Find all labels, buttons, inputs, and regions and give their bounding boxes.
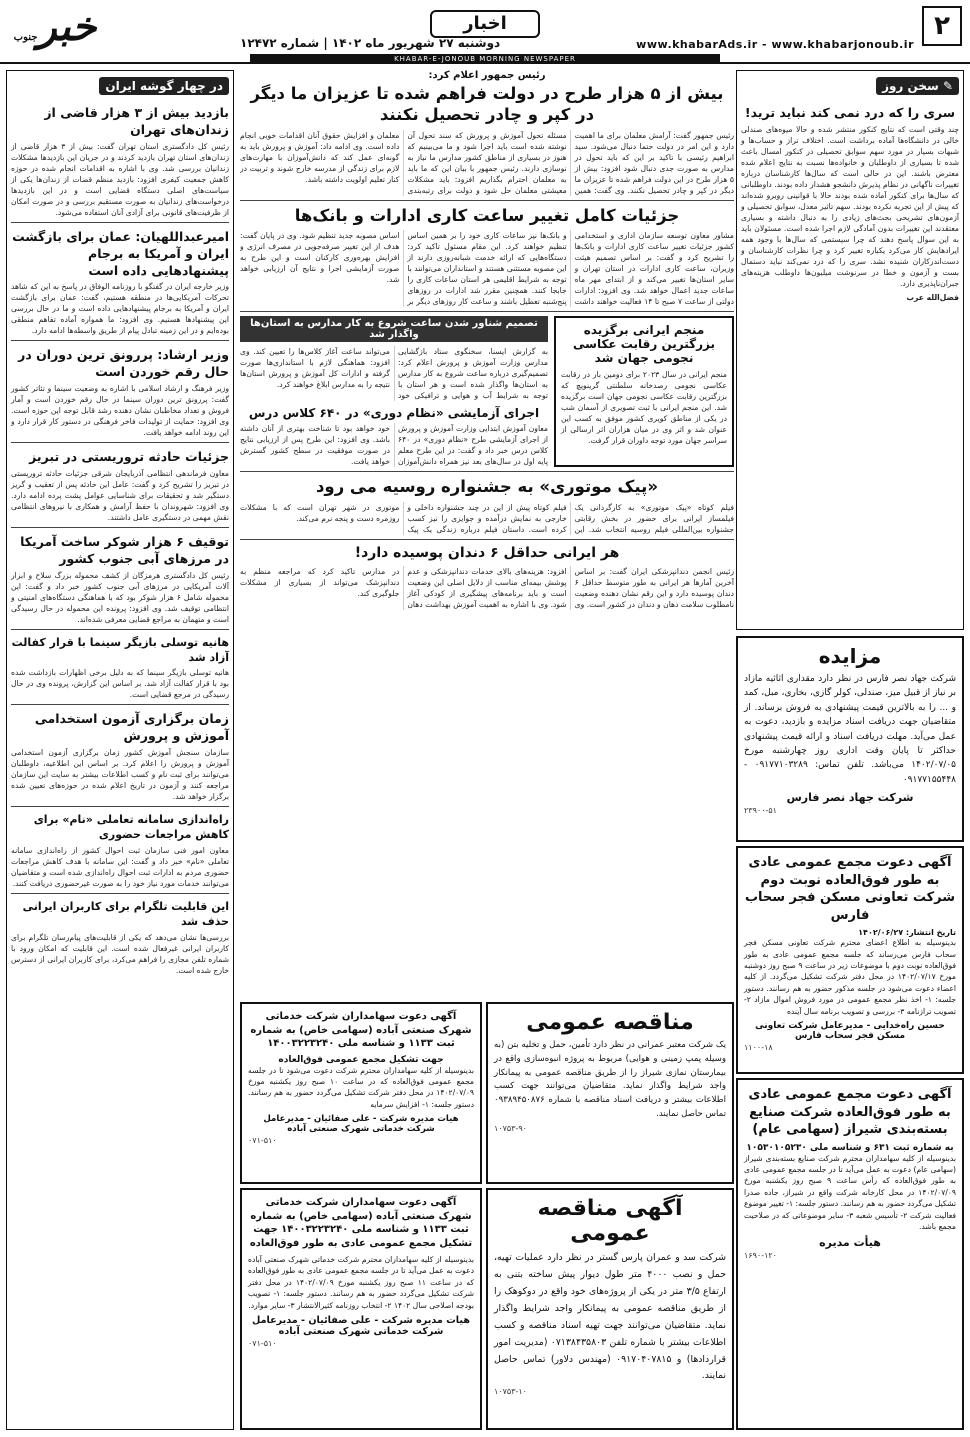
story-headline: جزئیات کامل تغییر ساعت کاری ادارات و بانک‌ها	[294, 205, 680, 225]
ad-code: ۰۷۱-۵۱۰	[248, 1136, 277, 1146]
divider	[11, 893, 229, 894]
editorial-label	[876, 77, 959, 95]
story-body: فیلم کوتاه «پیک موتوری» به کارگردانی یک فیلمساز ایرانی برای حضور در بخش رقابتی جشنواره بین‌المللی فیلم روسیه انتخاب شد. این فیلم کوتاه پیش از این در چند جشنواره داخلی و خارجی به نمایش درآمده و جوایزی را نیز کسب کرده است. داستان فیلم درباره زندگی یک پیک موتوری در شهر تهران است که با مشکلات روزمره دست و پنجه نرم می‌کند.	[240, 502, 734, 534]
editorial-author: فضل‌الله عرب	[906, 292, 959, 302]
divider	[240, 539, 734, 540]
story-headline: «پیک موتوری» به جشنواره روسیه می رود	[315, 477, 659, 497]
lead-body: رئیس جمهور گفت: آرامش معلمان برای ما اهمیت دارد و این امر در دولت حتما دنبال می‌شود. سید ابراهیم رئیسی با تاکید بر این که باید تحول در مدارس به صورت جدی دنبال شود افزود: بیش از ۵ هزار طرح در این دولت فراهم شده تا عزیزان ما دیگر در کپر و چادر تحصیل نکنند. وی گفت: همین مسئله تحول آموزش و پرورش که سند تحول آن نوشته شده است باید اجرا شود و ما می‌بینیم که هنوز در بسیاری از مناطق کشور مدارس ما نیاز به نوسازی دارند. رئیس جمهور با بیان این که ما باید به معلمان احترام بگذاریم افزود: باید مشکلات معیشتی معلمان حل شود و دولت برای رتبه‌بندی معلمان و افزایش حقوق آنان اقدامات خوبی انجام داده است. وی ادامه داد: آموزش و پرورش باید به گونه‌ای عمل کند که دانش‌آموزان با مهارت‌های لازم برای زندگی از مدرسه خارج شوند و تربیت در کنار تعلیم اولویت داشته باشد.	[240, 130, 734, 195]
story-stack	[240, 316, 548, 467]
ad-body: بدینوسیله به اطلاع اعضای محترم شرکت تعاونی مسکن فجر سحاب فارس می‌رساند که جلسه مجمع عمومی عادی به طور فوق‌العاده نوبت دوم با موضوعات زیر در ساعت ۹ صبح روز دوشنبه مورخ ۱۴۰۲/۰۷/۱۷ در محل دفتر شرکت تشکیل می‌گردد. از کلیه اعضاء دعوت می‌شود در جلسه مذکور حضور به هم رسانند. دستور جلسه: ۱- اخذ نظر مجمع عمومی در مورد فروش اموال مازاد ۲- تصویب ترازنامه ۳- بررسی و تصویب برنامه سال آینده	[744, 938, 956, 1016]
brief-headline: امیرعبداللهیان: عمان برای بازگشت ایران و آمریکا به برجام پیشنهادهایی داده است	[12, 228, 229, 278]
story-row	[240, 316, 734, 467]
shareholder-notice-ad	[240, 1188, 482, 1430]
story-body: رئیس انجمن دندانپزشکی ایران گفت: بر اساس آخرین آمارها هر ایرانی به طور متوسط حداقل ۶ دندان پوسیده دارد و این رقم نشان دهنده وضعیت نامطلوب سلامت دهان و دندان در کشور است. وی افزود: هزینه‌های بالای خدمات دندانپزشکی و عدم پوشش بیمه‌ای مناسب از دلایل اصلی این وضعیت است و باید برنامه‌های پیشگیری از کودکی آغاز شود. وی با اشاره به اهمیت آموزش بهداشت دهان در مدارس تاکید کرد که مراجعه منظم به دندانپزشک می‌تواند از بسیاری از مشکلات جلوگیری کند.	[240, 566, 734, 609]
brief-body: سازمان سنجش آموزش کشور زمان برگزاری آزمون استخدامی آموزش و پرورش را اعلام کرد. بر اساس این اطلاعیه، داوطلبان می‌توانند برای ثبت نام و کسب اطلاعات بیشتر به سایت این سازمان مراجعه کنند و آزمون در تاریخ اعلام شده در حوزه‌های تعیین شده برگزار خواهد شد.	[11, 748, 229, 802]
brief-headline: هانیه توسلی بازیگر سینما با قرار کفالت آزاد شد	[11, 635, 229, 664]
divider	[11, 222, 229, 223]
brief-body: هانیه توسلی بازیگر سینما که به دلیل برخی اظهارات بازداشت شده بود با قرار کفالت آزاد شد. بر اساس این گزارش، پرونده وی در حال رسیدگی در مرجع قضایی است.	[11, 668, 229, 700]
ad-signer: هیأت مدیره	[819, 1236, 881, 1250]
brief-headline: توقیف ۶ هزار شوکر ساخت آمریکا در مرزهای آبی جنوب کشور	[20, 534, 229, 566]
dateline: دوشنبه ۲۷ شهریور ماه ۱۴۰۲ | شماره ۱۲۴۷۲	[240, 36, 501, 50]
ad-code: ۱۶۹۰-۱۲۰	[744, 1251, 777, 1261]
story-headline: هر ایرانی حداقل ۶ دندان پوسیده دارد!	[354, 544, 620, 561]
tender-ad	[486, 1002, 734, 1184]
newspaper-logo	[10, 4, 100, 54]
divider	[11, 629, 229, 630]
ad-body: بدینوسیله از کلیه سهامداران محترم شرکت صنایع بسته‌بندی شیراز (سهامی عام) دعوت به عمل می‌آید تا در جلسه مجمع عمومی عادی به طور فوق‌العاده که رأس ساعت ۹ صبح روز یکشنبه مورخ ۱۴۰۲/۰۷/۰۹ در محل کارخانه شرکت واقع در شیراز، جاده صدرا تشکیل می‌گردد حضور به هم رسانند. دستور جلسه: ۱- تغییر موضوع فعالیت شرکت ۲- تأسیس شعبه ۳- سایر موضوعاتی که در صلاحیت مجمع باشد.	[743, 1153, 956, 1231]
ad-body: بدینوسیله از کلیه سهامداران محترم شرکت دعوت می‌شود تا در جلسه مجمع عمومی فوق‌العاده که در ساعت ۱۰ صبح روز یکشنبه مورخ ۱۴۰۲/۰۷/۰۹ در محل دفتر شرکت تشکیل می‌گردد حضور به هم رسانند. دستور جلسه: ۱- افزایش سرمایه	[248, 1065, 475, 1109]
news-briefs-column	[6, 70, 234, 1430]
ad-title: آگهی دعوت سهامداران شرکت خدماتی شهرک صنعتی آباده (سهامی خاص) به شماره ثبت ۱۱۳۳ و شناسه ملی ۱۴۰۰۳۲۲۳۲۴۰ جهت تشکیل مجمع عمومی عادی به طور فوق‌العاده	[249, 1197, 473, 1249]
brief-headline: زمان برگزاری آزمون استخدامی آموزش و پرورش	[34, 711, 229, 744]
section-title: اخبار	[430, 10, 540, 38]
editorial-headline: سری را که درد نمی کند نباید ترید!	[744, 105, 956, 120]
ad-title: مزایده	[818, 644, 882, 668]
ad-signer: شرکت جهاد نصر فارس	[786, 791, 914, 805]
column-title: در چهار گوشه ایران	[99, 77, 229, 95]
story-bar: تصمیم شناور شدن ساعت شروع به کار مدارس به استان‌ها واگذار شد	[240, 316, 548, 342]
divider	[11, 806, 229, 807]
divider	[11, 704, 229, 705]
ad-code: ۲۳۹۰۰-۵۱	[744, 806, 777, 816]
page-number: ۲	[922, 6, 962, 46]
brief-body: بررسی‌ها نشان می‌دهد که یکی از قابلیت‌های پیام‌رسان تلگرام برای کاربران ایرانی غیرفعال شده است. این قابلیت که امکان ورود با شماره تلفن مجازی را فراهم می‌کرد، برای کاربران ایرانی از دسترس خارج شده است.	[11, 932, 229, 975]
story-body: مشاور معاون توسعه سازمان اداری و استخدامی کشور جزئیات تغییر ساعت کاری ادارات و بانک‌ها را تشریح کرد و گفت: بر اساس تصمیم هیئت وزیران، ساعت کاری ادارات در استان تهران و سایر استان‌ها تغییر می‌کند و از ابتدای مهر ماه ساعات جدید اعمال خواهد شد. وی افزود: ادارات دولتی از ساعت ۷ صبح تا ۱۴ فعالیت خواهند داشت و بانک‌ها نیز ساعات کاری خود را بر همین اساس تنظیم خواهند کرد. این مقام مسئول تاکید کرد: دستگاه‌هایی که ارائه خدمت شبانه‌روزی دارند از این مصوبه مستثنی هستند و استانداران می‌توانند با توجه به شرایط اقلیمی هر استان ساعات کاری را جابجا کنند. همچنین مقرر شد ادارات در روزهای پنج‌شنبه تعطیل باشند و ساعت کار روزهای دیگر بر اساس مصوبه جدید تنظیم شود. وی در پایان گفت: هدف از این تغییر صرفه‌جویی در مصرف انرژی و افزایش بهره‌وری کارکنان است و این طرح به صورت آزمایشی اجرا و نتایج آن ارزیابی خواهد شد.	[240, 231, 734, 307]
ad-title: آگهی دعوت سهامداران شرکت خدماتی شهرک صنعتی آباده (سهامی خاص) به شماره ثبت ۱۱۳۳ و شناسه ملی ۱۴۰۰۳۲۲۳۲۴۰	[250, 1011, 472, 1049]
ad-signer: حسین راه‌خدایی - مدیرعامل شرکت تعاونی مسکن فجر سحاب فارس	[755, 1020, 945, 1041]
divider	[11, 340, 229, 341]
story-body: معاون آموزش ابتدایی وزارت آموزش و پرورش از اجرای آزمایشی طرح «نظام دوری» در ۶۴۰ کلاس درس خبر داد و گفت: در این طرح معلم پایه اول در سال‌های بعد نیز همراه دانش‌آموزان خود خواهد بود تا شناخت بهتری از آنان داشته باشد. وی افزود: این طرح پس از ارزیابی نتایج در صورت موفقیت در سطح کشور گسترش خواهد یافت.	[240, 424, 548, 467]
brief-body: معاون امور فنی سازمان ثبت احوال کشور از راه‌اندازی سامانه تعاملی «نام» خبر داد و گفت: این سامانه با هدف کاهش مراجعات حضوری مردم به ادارات ثبت احوال راه‌اندازی شده است و متقاضیان می‌توانند خدمات مورد نیاز خود را به صورت غیرحضوری دریافت کنند.	[11, 845, 229, 888]
brief-headline: راه‌اندازی سامانه تعاملی «نام» برای کاهش مراجعات حضوری	[33, 813, 229, 842]
site-urls[interactable]: www.khabarAds.ir - www.khabarjonoub.ir	[636, 38, 914, 51]
ad-code: ۱۰۷۵۳-۹۰	[494, 1123, 527, 1133]
brief-body: معاون فرماندهی انتظامی آذربایجان شرقی جزئیات حادثه تروریستی در تبریز را تشریح کرد و گفت: عامل این حادثه پس از تعقیب و گریز دستگیر شد و تحقیقات برای شناسایی عوامل پشت پرده ادامه دارد. وی افزود: شهروندان با حفظ آرامش و همکاری با نیروهای انتظامی نقش مهمی در دستگیری عامل داشتند.	[11, 469, 229, 522]
editorial-body: چند وقتی است که نتایج کنکور منتشر شده و حالا میوه‌های صندلی خالی در دانشگاه‌ها آماده برداشت است. اختلاف تراز و حساب‌ها و شبهات بسیار در مورد سهم سوابق تحصیلی در کنکور امسال باعث شده تا بسیاری از داوطلبان و خانواده‌ها نسبت به نتایج اعلام شده معترض باشند. این در حالی است که سال‌ها کارشناسان درباره تغییرات ناگهانی در نظام پذیرش دانشجو هشدار داده بودند. داوطلبانی که سال‌ها برای کنکور آماده شده بودند حالا با قوانینی روبرو شده‌اند که پیش از این تجربه نکرده بودند. سهم تاثیر معدل، سوابق تحصیلی و آزمون‌های تشریحی بحث‌های زیادی را به دنبال داشته و بسیاری معتقدند این تغییرات بدون آمادگی لازم اجرا شده است. مسئولان باید به این سوال پاسخ دهند که چرا سیستمی که سال‌ها با وجود همه ایرادهایش کار می‌کرد یکباره تغییر کرد و چرا نظرات کارشناسان و دست‌اندرکاران شنیده نشد. سری را که درد نمی‌کند نباید دستمال بست و آزمون و خطا در سرنوشت میلیون‌ها داوطلب هزینه‌های جبران‌ناپذیری دارد.	[741, 124, 959, 288]
ad-title: آگهی دعوت مجمع عمومی عادی به طور فوق‌العاده نوبت دوم شرکت تعاونی مسکن فجر سحاب فارس	[744, 855, 956, 923]
ad-date: تاریخ انتشار: ۱۴۰۲/۰۶/۲۷	[858, 928, 956, 938]
divider	[240, 200, 734, 201]
ad-body: شرکت سد و عمران پارس گستر در نظر دارد عملیات تهیه، حمل و نصب ۴۰۰۰ متر طول دیوار پیش ساخته بتنی به ارتفاع ۳/۵ متر در یکی از پروژه‌های خود واقع در دوکوهک را از طریق مناقصه عمومی به پیمانکار واجد شرایط واگذار نماید. متقاضیان می‌توانند جهت تهیه اسناد مناقصه و کسب اطلاعات بیشتر با شماره تلفن ۰۷۱۳۸۴۳۵۸۰۳ (مدیریت امور قراردادها) و ۰۹۱۷۰۴۰۷۸۱۵ (مهندس دلاور) تماس حاصل نمایند.	[494, 1252, 726, 1382]
editorial-column	[736, 70, 964, 630]
feature-title: منجم ایرانی برگزیده بزرگترین رقابت عکاسی نجومی جهان شد	[573, 323, 715, 366]
ad-subtitle: به شماره ثبت ۶۳۱ و شناسه ملی ۱۰۵۳۰۱۰۵۲۳۰	[746, 1142, 954, 1153]
divider	[11, 442, 229, 443]
divider	[240, 471, 734, 472]
ad-title: آگهی مناقصه عمومی	[537, 1196, 683, 1246]
logo-sub: جنوب	[13, 32, 38, 43]
tender-ad	[486, 1188, 734, 1430]
ad-code: ۰۷۱-۵۱۰	[248, 1338, 277, 1348]
ad-body: شرکت جهاد نصر فارس در نظر دارد مقداری اثاثیه مازاد بر نیاز از قبیل میز، صندلی، کولر گازی، بخاری، مبل، کمد و ... را به بالاترین قیمت پیشنهادی به فروش برساند. از متقاضیان جهت دریافت اسناد مزایده و بازدید، دعوت به عمل می‌آید. مهلت دریافت اسناد و ارائه قیمت پیشنهادی حداکثر تا پایان وقت اداری روز چهارشنبه مورخ ۱۴۰۲/۰۷/۰۵ می‌باشد. تلفن تماس: ۰۹۱۷۷۱۰۳۲۸۹ - ۰۹۱۷۷۱۵۵۴۴۸	[744, 674, 957, 785]
ad-body: یک شرکت معتبر عمرانی در نظر دارد تأمین، حمل و تخلیه بتن (به وسیله پمپ زمینی و هوایی) مربوط به پروژه انبوه‌سازی واقع در بیمارستان نمازی شیراز را از طریق مناقصه عمومی به پیمانکار واجد شرایط واگذار نماید. متقاضیان می‌توانند جهت کسب اطلاعات بیشتر و دریافت اسناد مناقصه با شماره ۰۹۳۸۹۴۵۰۸۷۶ تماس حاصل نمایند.	[494, 1040, 726, 1119]
brief-body: رئیس کل دادگستری استان تهران گفت: بیش از ۳ هزار قاضی از زندان‌های استان تهران بازدید کردند و در جریان این بازدیدها مشکلات زندانیان بررسی شد. وی با اشاره به اقدامات انجام شده در حوزه کاهش جمعیت کیفری افزود: بازدید منظم قضات از زندان‌ها یکی از سیاست‌های اصلی دستگاه قضایی است و در این بازدیدها درخواست‌های زندانیان به صورت مستقیم بررسی و در صورت امکان از ظرفیت‌های قانونی برای آزادی آنان استفاده می‌شود.	[11, 141, 229, 217]
masthead-strip: KHABAR-E-JONOUB MORNING NEWSPAPER	[250, 54, 720, 64]
lead-headline: بیش از ۵ هزار طرح در دولت فراهم شده تا عزیزان ما دیگر در کپر و چادر تحصیل نکنند	[250, 84, 724, 125]
feature-box	[554, 316, 734, 467]
ad-body: بدینوسیله از کلیه سهامداران محترم شرکت خدماتی شهرک صنعتی آباده دعوت به عمل می‌آید تا در جلسه مجمع عمومی عادی به طور فوق‌العاده که در ساعت ۱۱ صبح روز یکشنبه مورخ ۱۴۰۲/۰۷/۰۹ در محل دفتر شرکت تشکیل می‌گردد حضور به هم رسانند. دستور جلسه: ۱- تصویب بودجه اصلاحی سال ۱۴۰۲ ۲- انتخاب روزنامه کثیرالانتشار ۳- سایر موارد.	[248, 1255, 474, 1310]
divider	[11, 527, 229, 528]
ad-signer: هیات مدیره شرکت - علی صفائیان - مدیرعامل شرکت خدماتی شهرک صنعتی آباده	[252, 1314, 470, 1337]
editorial-title: سخن روز	[882, 79, 939, 93]
feature-body: منجم ایرانی در سال ۲۰۲۳ برای دومین بار در رقابت عکاسی نجومی رصدخانه سلطنتی گرینویچ که بزرگترین رقابت عکاسی نجومی جهان است برگزیده شد. این منجم ایرانی با ثبت تصویری از آسمان شب در یکی از مناطق کویری کشور موفق به کسب این عنوان شد و اثر وی در میان هزاران اثر ارسالی از سراسر جهان مورد توجه داوران قرار گرفت.	[561, 370, 727, 446]
ad-signer: هیات مدیره شرکت - علی صفائیان - مدیرعامل شرکت خدماتی شهرک صنعتی آباده	[263, 1114, 459, 1135]
brief-headline: بازدید بیش از ۳ هزار قاضی از زندان‌های تهران	[44, 105, 229, 137]
brief-headline: وزیر ارشاد: پررونق ترین دوران در حال رقم خوردن است	[18, 347, 229, 380]
meeting-notice-ad	[736, 846, 964, 1074]
brief-body: وزیر فرهنگ و ارشاد اسلامی با اشاره به وضعیت سینما و تئاتر کشور گفت: پررونق ترین دوران سینما در حال رقم خوردن است و آمار فروش و تعداد مخاطبان نشان دهنده رشد قابل توجه این حوزه است. وی افزود: حمایت از تولیدات فاخر فرهنگی در دستور کار قرار دارد و این روند ادامه خواهد یافت.	[11, 384, 229, 438]
ad-code: ۱۱۰۰-۱۸	[744, 1042, 773, 1052]
masthead	[0, 0, 970, 64]
brief-body: رئیس کل دادگستری هرمزگان از کشف محموله بزرگ سلاح و ابزار آلات آمریکایی در مرزهای آبی جنوب کشور خبر داد و گفت: این محموله شامل ۶ هزار شوکر بود که با هماهنگی دستگاه‌های امنیتی و انتظامی توقیف شد. وی افزود: پرونده این محموله در حال رسیدگی است و متهمان به مراجع قضایی معرفی شده‌اند.	[11, 570, 229, 624]
meeting-notice-ad	[736, 1078, 964, 1430]
auction-ad	[736, 636, 964, 842]
ad-subtitle: جهت تشکیل مجمع عمومی فوق‌العاده	[278, 1054, 444, 1065]
divider	[240, 311, 734, 312]
story-title: اجرای آزمایشی «نظام دوری» در ۶۴۰ کلاس درس	[248, 406, 540, 421]
brief-body: وزیر خارجه ایران در گفتگو با روزنامه الوفاق در پاسخ به این که شاهد تحرکات آمریکایی‌ها در منطقه هستیم، گفت: عمان برای بازگشت ایران و آمریکا به برجام پیشنهادهایی داده است و ما در حال بررسی این پیشنهادها هستیم. وی افزود: ما همواره آماده تفاهم منطقی بوده‌ایم و در این زمینه تبادل پیام از طریق واسطه‌ها ادامه دارد.	[11, 282, 229, 336]
story-body: به گزارش ایسنا، سخنگوی ستاد بازگشایی مدارس وزارت آموزش و پرورش اعلام کرد: تصمیم‌گیری درباره ساعت شروع به کار مدارس به استان‌ها واگذار شده است و هر استان با توجه به شرایط آب و هوایی و ترافیکی خود می‌تواند ساعت آغاز کلاس‌ها را تعیین کند. وی افزود: هماهنگی لازم با استانداری‌ها صورت گرفته و ادارات کل آموزش و پرورش استان‌ها نتیجه را به مدارس ابلاغ خواهند کرد.	[240, 347, 548, 401]
pen-icon: ✎	[938, 79, 953, 93]
brief-headline: جزئیات حادثه تروریستی در تبریز	[29, 449, 229, 465]
logo-text: خبر	[37, 3, 97, 50]
ad-title: آگهی دعوت مجمع عمومی عادی به طور فوق‌العاده شرکت صنایع بسته‌بندی شیراز (سهامی عام)	[748, 1087, 952, 1138]
ad-code: ۱۰۷۵۳-۱۰	[494, 1387, 527, 1397]
lead-kicker: رئیس جمهور اعلام کرد:	[428, 70, 546, 81]
brief-headline: این قابلیت تلگرام برای کاربران ایرانی حذف شد	[22, 899, 229, 928]
shareholder-notice-ad	[240, 1002, 482, 1184]
ad-title: مناقصه عمومی	[526, 1010, 694, 1035]
